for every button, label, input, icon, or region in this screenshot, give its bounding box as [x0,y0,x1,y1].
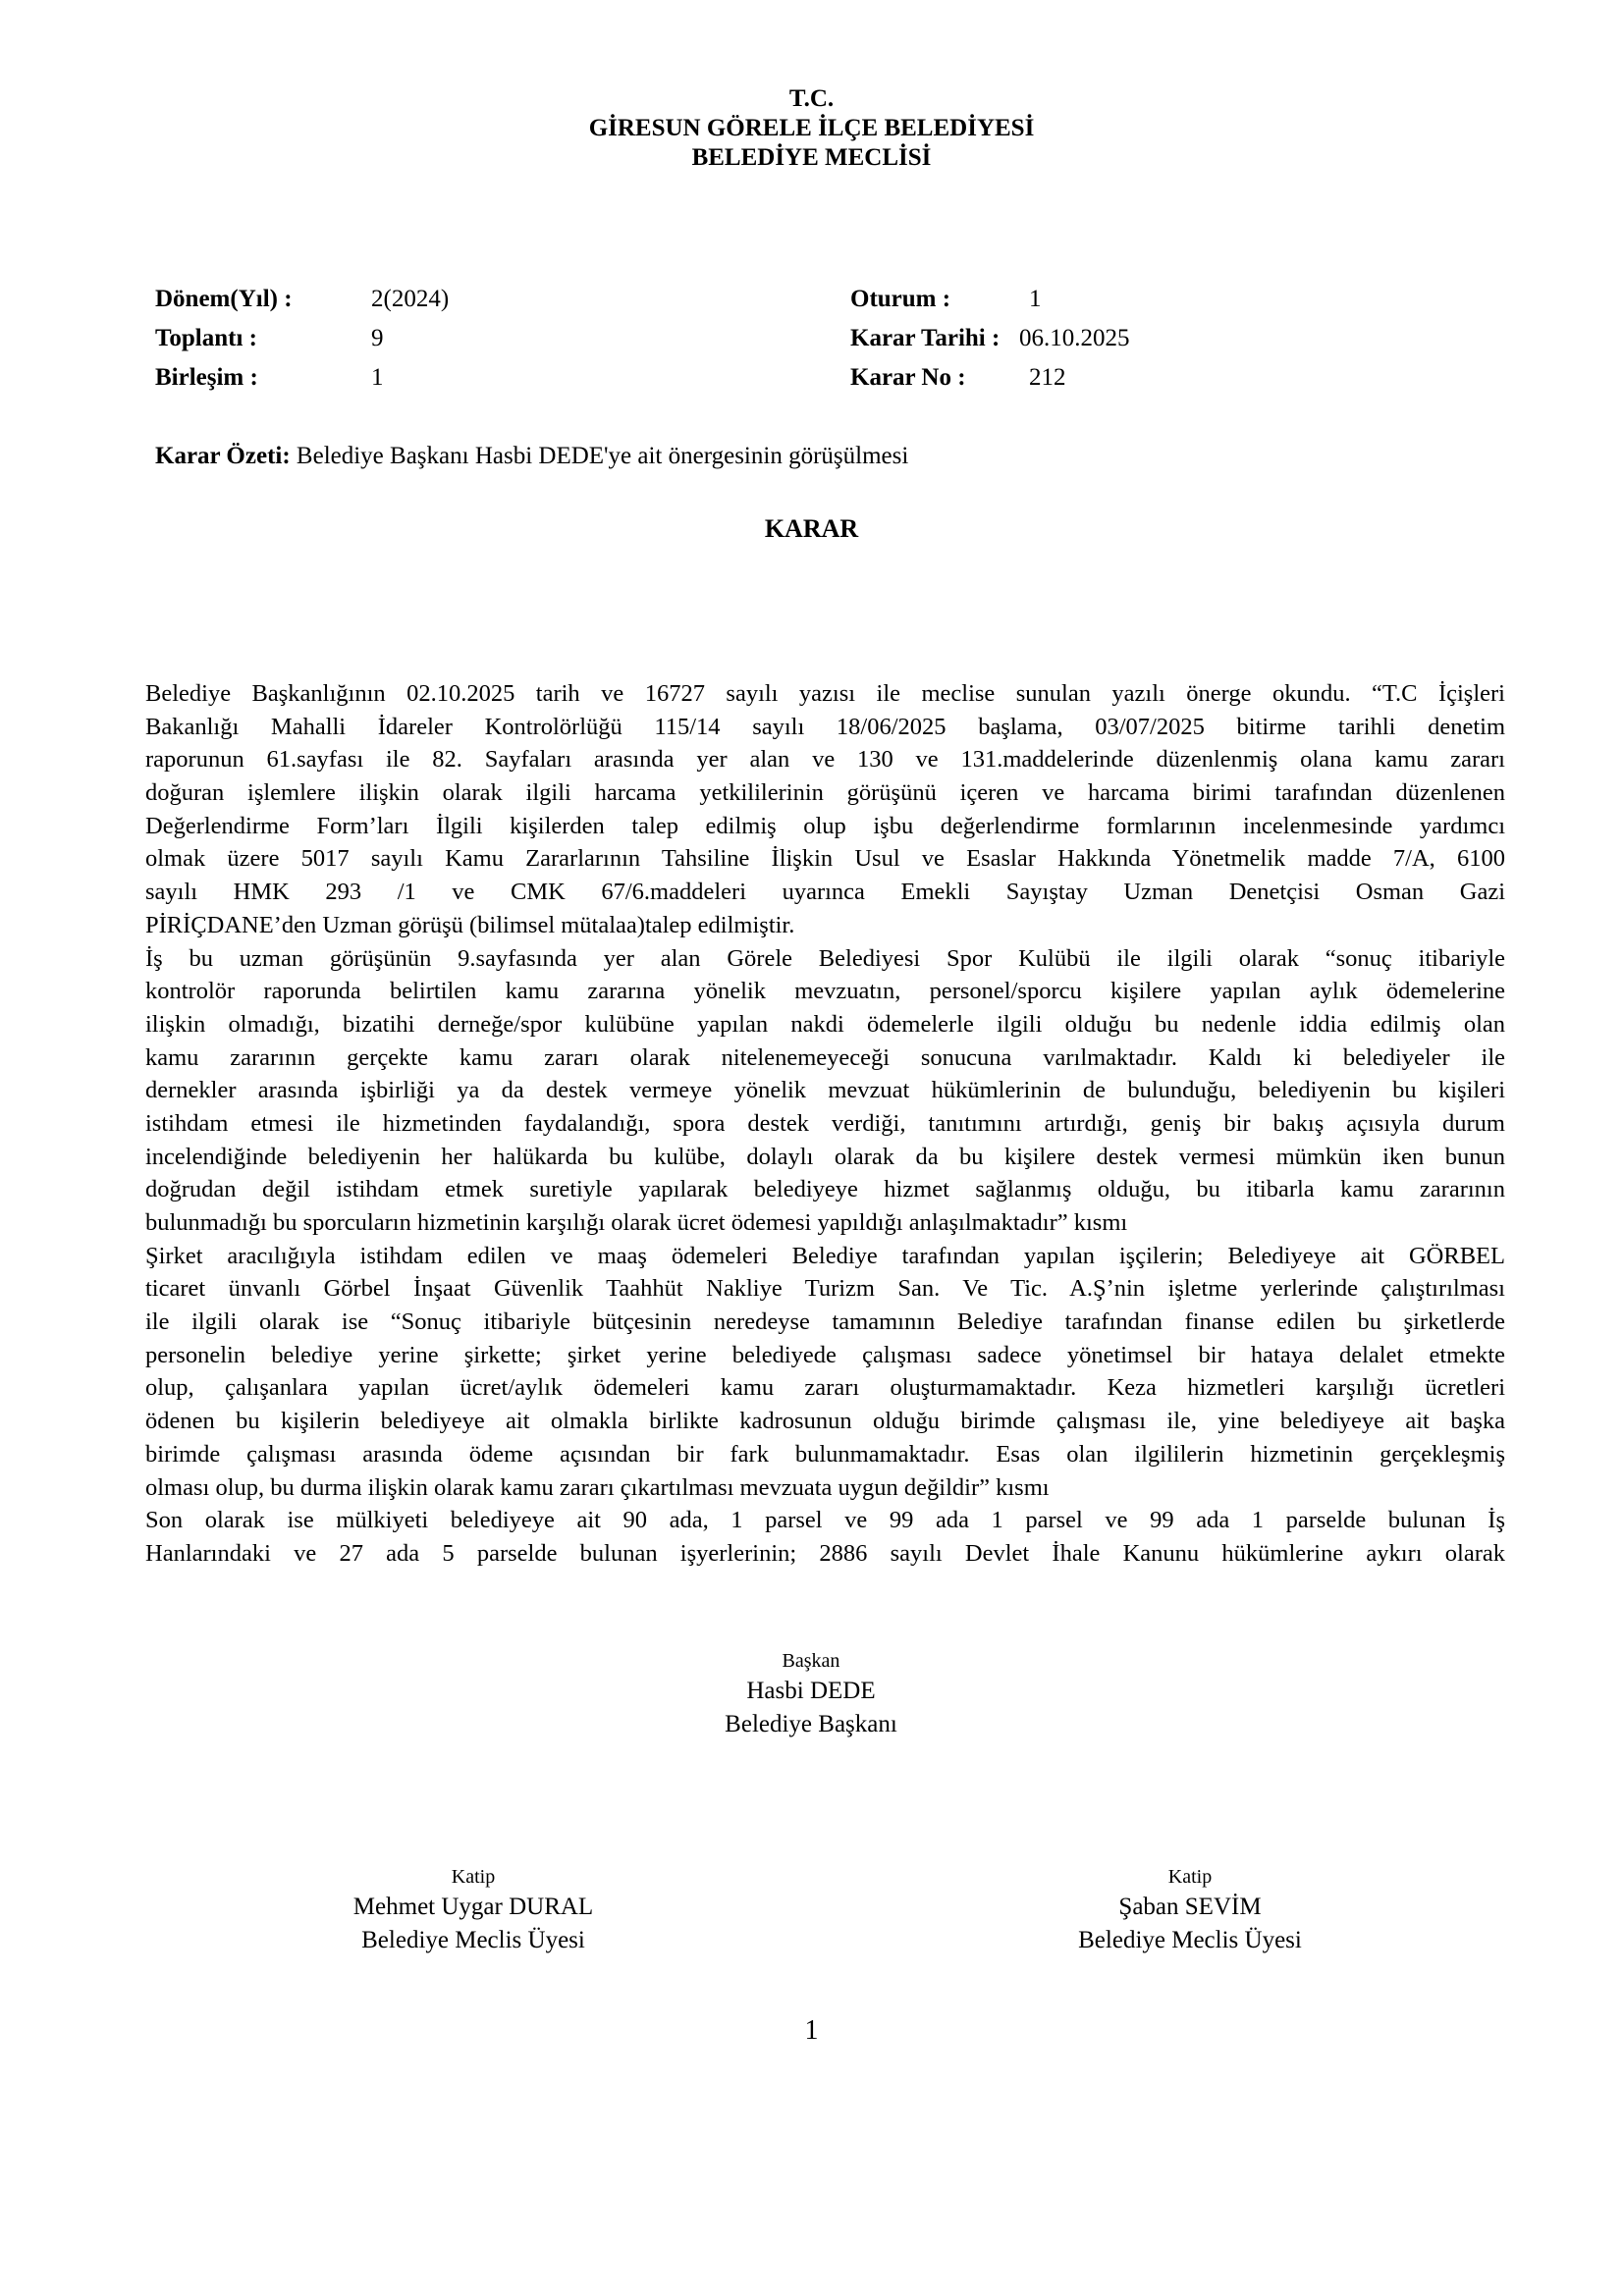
meta-session-value: 1 [371,364,384,391]
meta-sitting [850,280,1341,319]
meta-meeting-value: 9 [371,325,384,351]
meta-period-value: 2(2024) [371,286,450,312]
meta-meeting [155,319,842,358]
signature-name: Hasbi DEDE [746,1678,876,1704]
meta-decision-number [850,358,1341,398]
signature-title: Belediye Meclis Üyesi [361,1927,585,1953]
meta-decision-date-value: 06.10.2025 [1019,325,1130,351]
meta-right [850,280,1341,398]
signature-title: Belediye Başkanı [725,1711,897,1737]
decision-title: KARAR [764,514,859,543]
decision-body [145,677,1505,1571]
body-line: doğuran işlemlere ilişkin olarak ilgili harcama yetkililerinin görüşünü içeren ve harcama birimi tarafından düzenlenen [145,779,1505,807]
body-line: kamu zararının gerçekte kamu zararı olarak nitelenemeyeceği sonucuna varılmaktadır. Kaldı ki belediyeler ile [145,1043,1505,1071]
header-municipality: GİRESUN GÖRELE İLÇE BELEDİYESİ [588,115,1035,141]
signature-clerk-left [277,1863,670,1957]
meta-decision-number-value: 212 [1029,364,1066,391]
meta-session-label: Birleşim : [155,364,258,391]
header-country: T.C. [788,85,835,112]
body-line: Belediye Başkanlığının 02.10.2025 tarih ve 16727 sayılı yazısı ile meclise sunulan yazılı önerge okundu. “T.C İçişleri [145,680,1505,707]
signature-clerk-right [994,1863,1386,1957]
meta-session [155,358,842,398]
body-line: Hanlarındaki ve 27 ada 5 parselde bulunan işyerlerinin; 2886 sayılı Devlet İhale Kanunu hükümlerine aykırı olarak [145,1539,1505,1567]
meta-meeting-label: Toplantı : [155,325,257,351]
body-line: bulunmadığı bu sporcuların hizmetinin karşılığı olarak ücret ödemesi yapıldığı anlaşılmaktadır” kısmı [145,1209,1128,1236]
signature-role: Katip [451,1866,496,1888]
body-line: olup, çalışanlara yapılan ücret/aylık ödemeleri kamu zararı oluşturmamaktadır. Keza hizmetleri karşılığı ücretleri [145,1374,1505,1402]
body-line: dernekler arasında işbirliği ya da destek vermeye yönelik mevzuat hükümlerinin de bulunduğu, belediyenin bu kişileri [145,1077,1505,1104]
decision-summary-text: Belediye Başkanı Hasbi DEDE'ye ait önergesinin görüşülmesi [296,443,909,469]
body-line: kontrolör raporunda belirtilen kamu zararına yönelik mevzuatın, personel/sporcu kişilere yapılan aylık ödemelerine [145,978,1505,1005]
body-line: ticaret ünvanlı Görbel İnşaat Güvenlik Taahhüt Nakliye Turizm San. Ve Tic. A.Ş’nin işletme yerlerinde çalıştırılması [145,1275,1505,1303]
decision-summary [155,440,908,473]
meta-decision-date-label: Karar Tarihi : [850,325,1001,351]
signature-name: Şaban SEVİM [1118,1894,1262,1920]
body-line: Bakanlığı Mahalli İdareler Kontrolörlüğü 115/14 sayılı 18/06/2025 başlama, 03/07/2025 bitirme tarihli denetim [145,713,1505,740]
meta-sitting-value: 1 [1029,286,1042,312]
meta-period-label: Dönem(Yıl) : [155,286,293,312]
meta-left [155,280,842,398]
signature-role: Katip [1167,1866,1213,1888]
body-line: olmak üzere 5017 sayılı Kamu Zararlarının Tahsiline İlişkin Usul ve Esaslar Hakkında Yönetmelik madde 7/A, 6100 [145,845,1505,873]
body-line: ilişkin olmadığı, bizatihi derneğe/spor kulübüne yapılan nakdi ödemelerle ilgili olduğu bu nedenle iddia edilmiş olan [145,1010,1505,1038]
page-number: 1 [804,2015,819,2046]
body-line: ödenen bu kişilerin belediyeye ait olmakla birlikte kadrosunun olduğu birimde çalışması ile, yine belediyeye ait başka [145,1408,1505,1435]
body-line: olması olup, bu durma ilişkin olarak kamu zararı çıkartılması mevzuata uygun değildir” kısmı [145,1473,1050,1501]
meta-sitting-label: Oturum : [850,286,951,312]
signature-role: Başkan [782,1650,840,1672]
header-council: BELEDİYE MECLİSİ [691,144,932,171]
document-header [0,84,1623,173]
signature-name: Mehmet Uygar DURAL [352,1894,594,1920]
body-line: Şirket aracılığıyla istihdam edilen ve maaş ödemeleri Belediye tarafından yapılan işçilerin; Belediyeye ait GÖRBEL [145,1242,1505,1269]
meta-decision-date [850,319,1341,358]
body-line: incelendiğinde belediyenin her halükarda bu kulübe, dolaylı olarak da bu kişilere destek vermesi mümkün iken bunun [145,1143,1505,1170]
meta-decision-number-label: Karar No : [850,364,966,391]
body-line: birimde çalışması arasında ödeme açısından bir fark bulunmamaktadır. Esas olan ilgililerin hizmetinin gerçekleşmiş [145,1440,1505,1468]
decision-summary-label: Karar Özeti: [155,443,291,469]
signature-title: Belediye Meclis Üyesi [1078,1927,1302,1953]
body-line: personelin belediye yerine şirkette; şirket yerine belediyede çalışması sadece yönetimsel bir hataya delalet etmekte [145,1341,1505,1368]
body-line: raporunun 61.sayfası ile 82. Sayfaları arasında yer alan ve 130 ve 131.maddelerinde düzenlenmiş olana kamu zararı [145,746,1505,774]
body-line: sayılı HMK 293 /1 ve CMK 67/6.maddeleri uyarınca Emekli Sayıştay Uzman Denetçisi Osman Gazi [145,879,1505,906]
body-line: ile ilgili olarak ise “Sonuç itibariyle bütçesinin neredeyse tamamının Belediye tarafından finanse edilen bu şirketlerde [145,1308,1505,1336]
body-line: Değerlendirme Form’ları İlgili kişilerden talep edilmiş olup işbu değerlendirme formlarının incelenmesinde yardımcı [145,812,1505,839]
body-line: istihdam etmesi ile hizmetinden faydalandığı, spora destek verdiği, tanıtımını artırdığı, geniş bir bakış açısıyla durum [145,1109,1505,1137]
meta-period [155,280,842,319]
signature-president [615,1647,1007,1741]
body-line: PİRİÇDANE’den Uzman görüşü (bilimsel mütalaa)talep edilmiştir. [145,911,795,938]
body-line: İş bu uzman görüşünün 9.sayfasında yer alan Görele Belediyesi Spor Kulübü ile ilgili olarak “sonuç itibariyle [145,944,1505,972]
body-line: Son olarak ise mülkiyeti belediyeye ait 90 ada, 1 parsel ve 99 ada 1 parsel ve 99 ada 1 parselde bulunan İş [145,1507,1505,1534]
body-line: doğrudan değil istihdam etmek suretiyle yapılarak belediyeye hizmet sağlanmış olduğu, bu itibarla kamu zararının [145,1176,1505,1203]
